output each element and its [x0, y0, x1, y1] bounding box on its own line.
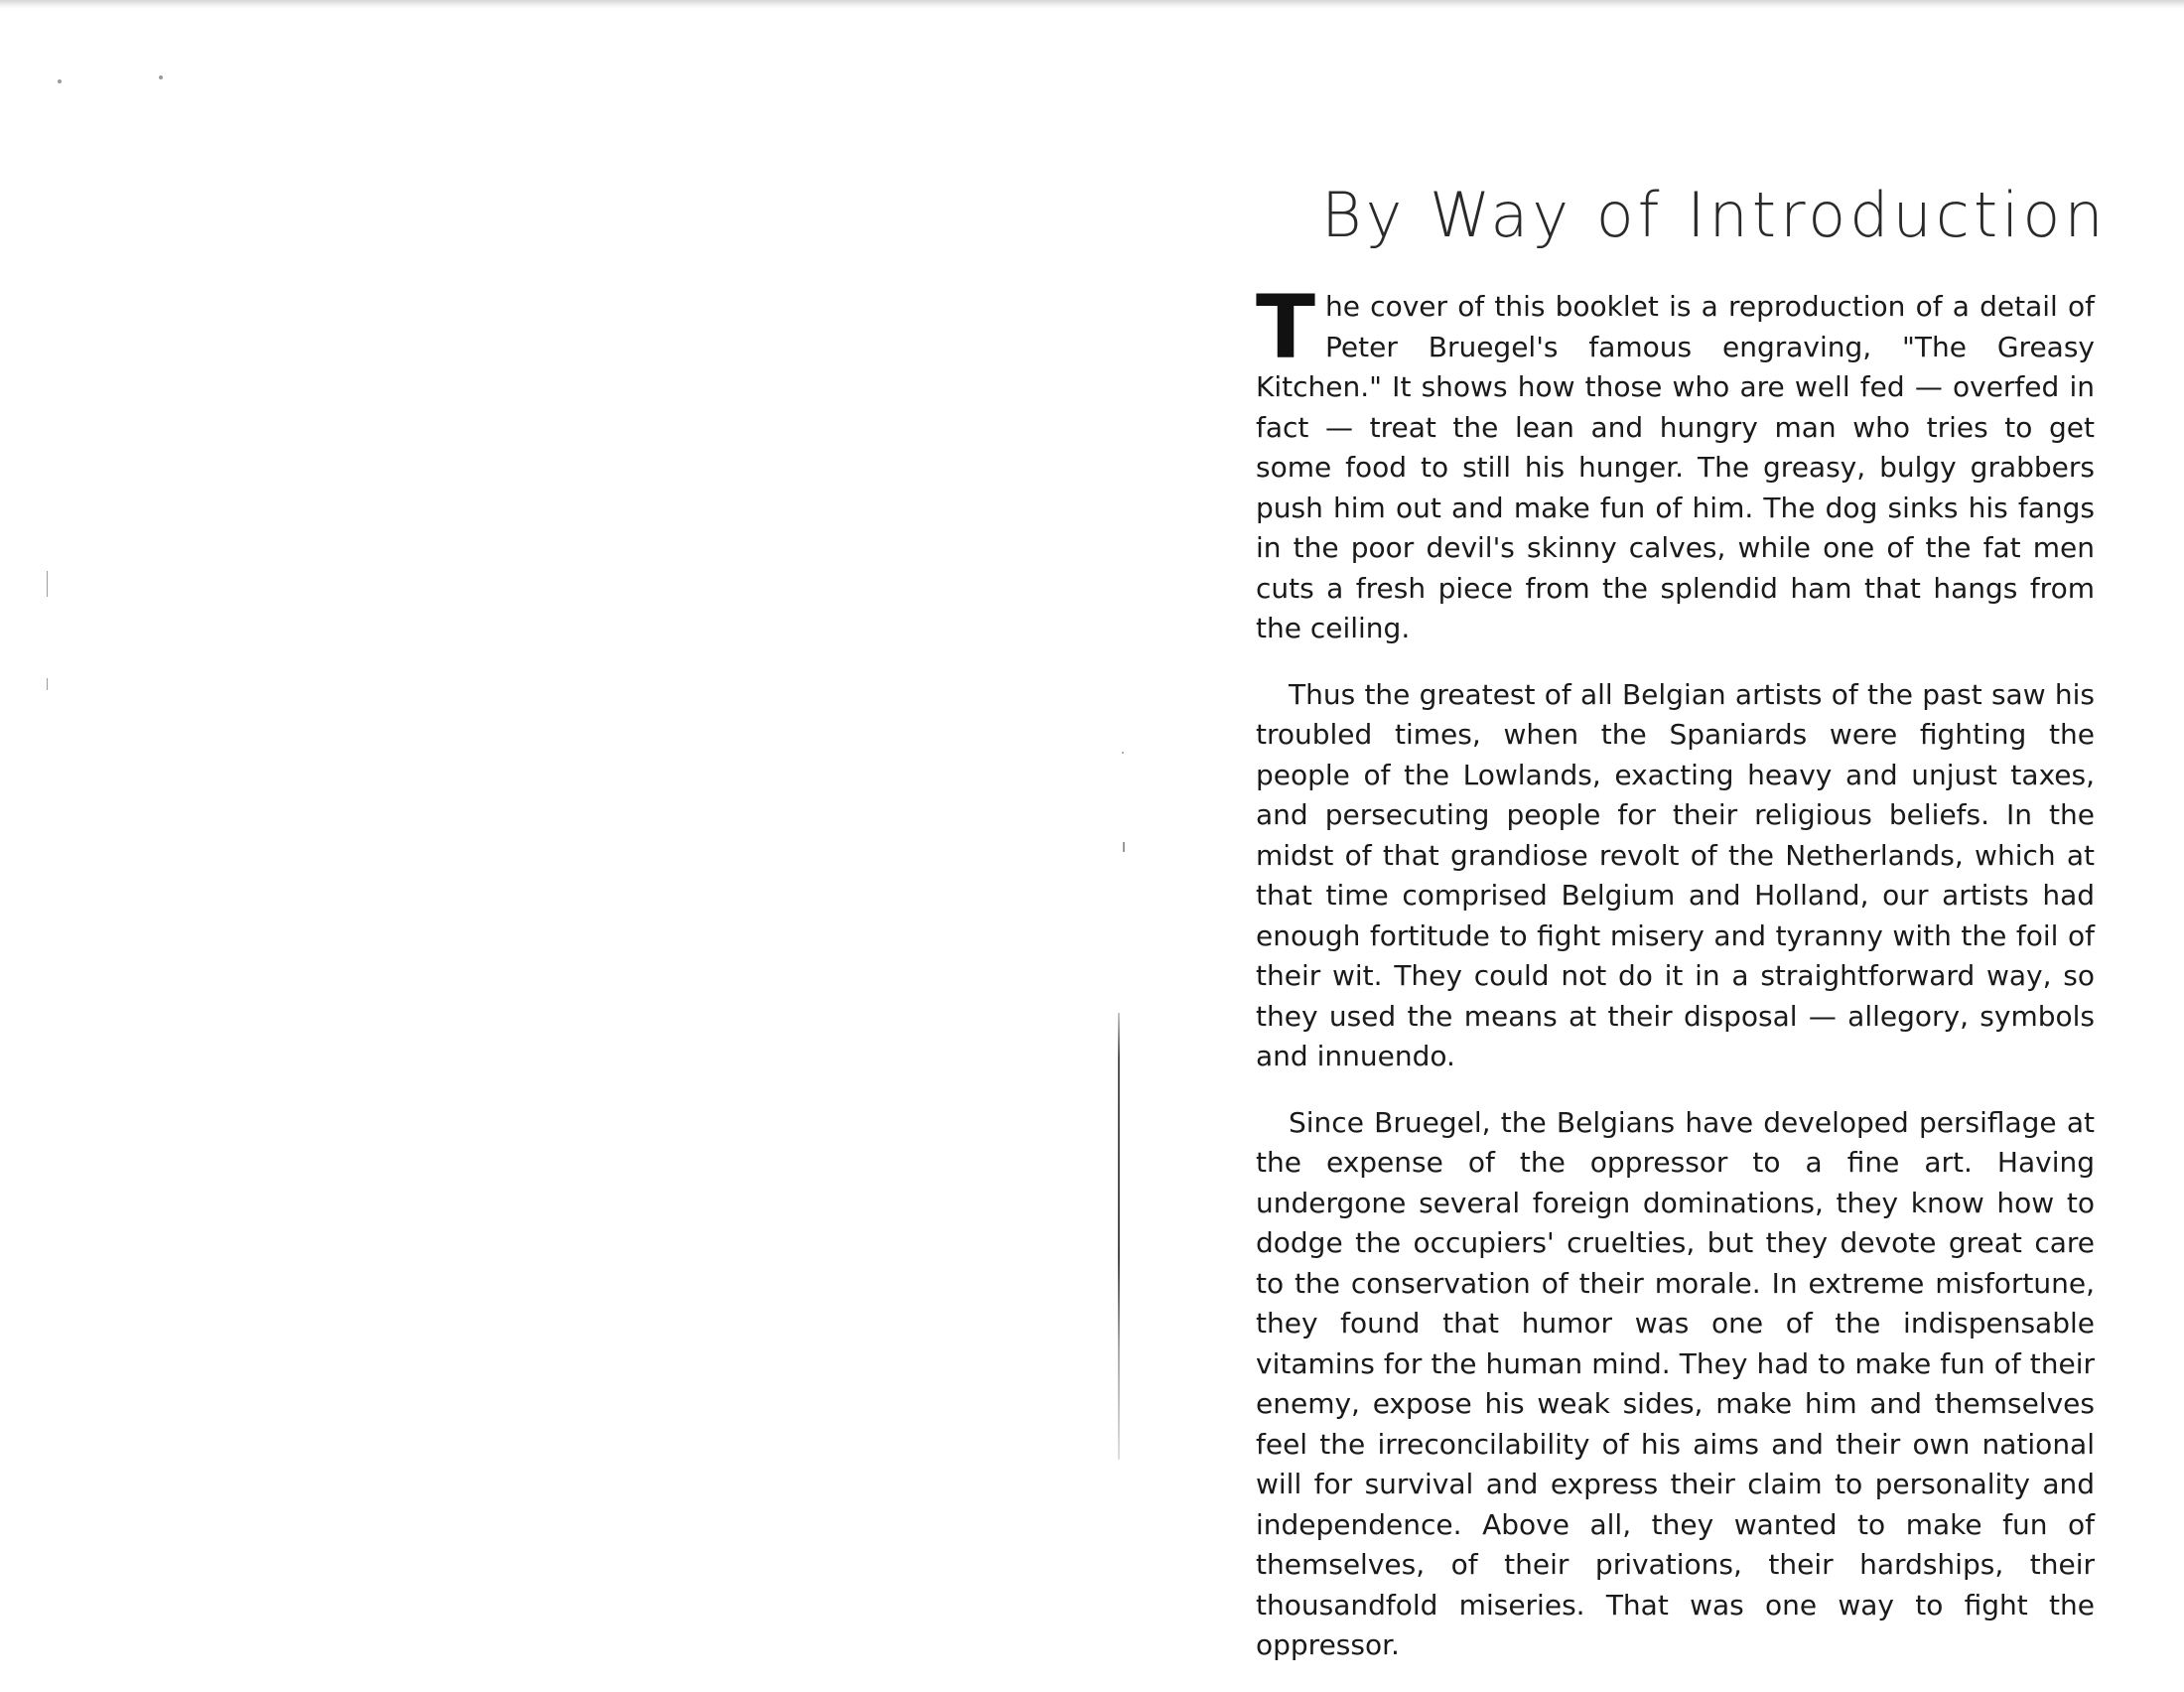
right-text-page — [1256, 179, 2108, 1692]
paragraph-1 — [1256, 276, 2095, 649]
scan-speck — [159, 75, 163, 79]
paragraph-3: Since Bruegel, the Belgians have developed persiflage at the expense of the oppressor to a fine art. Having undergone several foreign dominations, they know how to dodge the occupiers' cruelties, but they devote great care to the conservation of their morale. In extreme misfortune, they found that humor was one of the indispensable vitamins for the human mind. They had to make fun of their enemy, expose his weak sides, make him and themselves feel the irreconcilability of his aims and their own national will for survival and express their claim to personality and independence. Above all, they wanted to make fun of themselves, of their privations, their hardships, their thousandfold miseries. That was one way to fight the oppressor. — [1256, 1105, 2095, 1661]
scan-margin-mark — [47, 571, 48, 597]
drop-cap: T — [1256, 276, 1316, 378]
paragraph-2: Thus the greatest of all Belgian artists of the past saw his troubled times, when the Spaniards were fighting the people of the Lowlands, exacting heavy and unjust taxes, and persecuting people for their religious beliefs. In the midst of that grandiose revolt of the Netherlands, which at that time comprised Belgium and Holland, our artists had enough fortitude to fight misery and tyranny with the foil of their wit. They could not do it in a straightforward way, so they used the means at their disposal — allegory, symbols and innuendo. — [1256, 677, 2095, 1072]
scan-speck — [1123, 842, 1125, 852]
scan-margin-mark — [47, 678, 48, 690]
paragraph-1-text: he cover of this booklet is a reproduction of a detail of Peter Bruegel's famous engraving, "The Greasy Kitchen." It shows how those who are well fed — overfed in fact — treat the lean and hungry man who tries to get some food to still his hunger. The greasy, bulgy grabbers push him out and make fun of him. The dog sinks his fangs in the poor devil's skinny calves, while one of the fat men cuts a fresh piece from the splendid ham that hangs from the ceiling. — [1256, 290, 2095, 644]
scan-speck — [58, 79, 62, 83]
page-title: By Way of Introduction — [1321, 179, 2108, 251]
page-fold-shadow — [1118, 1013, 1120, 1460]
scan-speck — [1122, 752, 1124, 754]
